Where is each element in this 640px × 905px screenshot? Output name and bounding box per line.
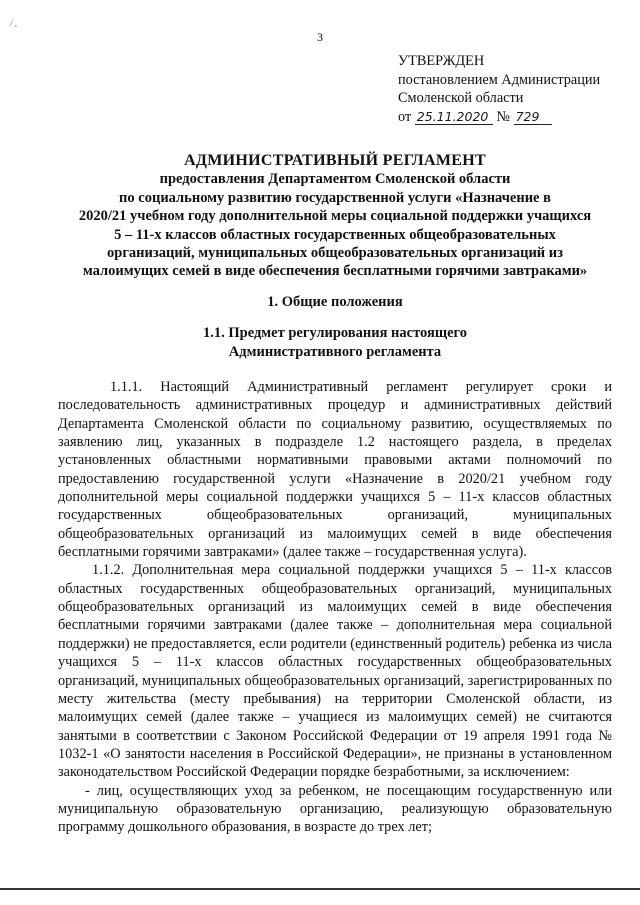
section-heading-1: 1. Общие положения <box>267 294 403 310</box>
title-line: по социальному развитию государственной услуги «Назначение в <box>119 189 551 206</box>
document-title <box>40 152 630 281</box>
date-prefix: от <box>398 108 412 125</box>
approval-heading: УТВЕРЖДЕН <box>398 53 485 69</box>
paragraph-1-1-1: 1.1.1. Настоящий Административный регламент регулирует сроки и последовательность административных процедур и административных действий Департамента Смоленской области по социальному развитию, осуществляемых по заявлению лиц, указанных в подразделе 1.2 настоящего раздела, в пределах установленных областными нормативными правовыми актами полномочий по предоставлению государственной услуги «Назначение в 2020/21 учебном году дополнительной меры социальной поддержки учащихся 5 – 11-х классов областных государственных общеобразовательных организаций, муниципальных общеобразовательных организаций из малоимущих семей в виде обеспечения бесплатными горячими завтраками» (далее также – государственная услуга). <box>58 379 612 561</box>
subsection-line-1: 1.1. Предмет регулирования настоящего <box>203 325 467 341</box>
page-number: 3 <box>317 30 323 44</box>
handwritten-date: 25.11.2020 <box>415 110 493 125</box>
title-line: 2020/21 учебном году дополнительной меры социальной поддержки учащихся <box>78 208 592 225</box>
document-body <box>58 378 612 837</box>
approval-line-2: постановлением Администрации <box>398 71 601 88</box>
title-line: организаций, муниципальных общеобразовательных организаций из <box>107 245 563 262</box>
paragraph-list-item: - лиц, осуществляющих уход за ребенком, не посещающим государственную или муниципальную образовательную организацию, реализующую образовательную программу дошкольного образования, в возрасте до трех лет; <box>58 782 612 836</box>
number-sign: № <box>496 108 511 125</box>
title-line: малоимущих семей в виде обеспечения бесплатными горячими завтраками» <box>82 263 588 280</box>
subsection-line-2: Административного регламента <box>228 343 442 360</box>
title-line: предоставления Департаментом Смоленской области <box>159 171 511 188</box>
handwritten-number: 729 <box>514 110 552 125</box>
approval-line-3: Смоленской области <box>398 90 524 106</box>
approval-block <box>398 52 600 126</box>
paragraph-1-1-2: 1.1.2. Дополнительная мера социальной поддержки учащихся 5 – 11-х классов областных государственных общеобразовательных организаций, муниципальных общеобразовательных организаций из малоимущих семей в виде обеспечения бесплатными горячими завтраками (далее также – дополнительная мера социальной поддержки) не предоставляется, если родители (единственный родитель) ребенка из числа учащихся 5 – 11-х классов областных государственных общеобразовательных организаций, муниципальных общеобразовательных организаций, зарегистрированных по месту жительства (месту пребывания) на территории Смоленской области, из малоимущих семей (далее также – учащиеся из малоимущих семей) не считаются занятыми в соответствии с Законом Российской Федерации от 19 апреля 1991 года № 1032-1 «О занятости населения в Российской Федерации», не признаны в установленном законодательством Российской Федерации порядке безработными, за исключением: <box>58 562 612 781</box>
title-main: АДМИНИСТРАТИВНЫЙ РЕГЛАМЕНТ <box>184 152 486 169</box>
margin-mark: / , <box>10 18 18 28</box>
subsection-heading-1-1 <box>40 324 630 361</box>
title-line: 5 – 11-х классов областных государственных общеобразовательных <box>114 226 556 243</box>
page-bottom-rule <box>0 888 640 890</box>
approval-date-line <box>398 108 600 127</box>
